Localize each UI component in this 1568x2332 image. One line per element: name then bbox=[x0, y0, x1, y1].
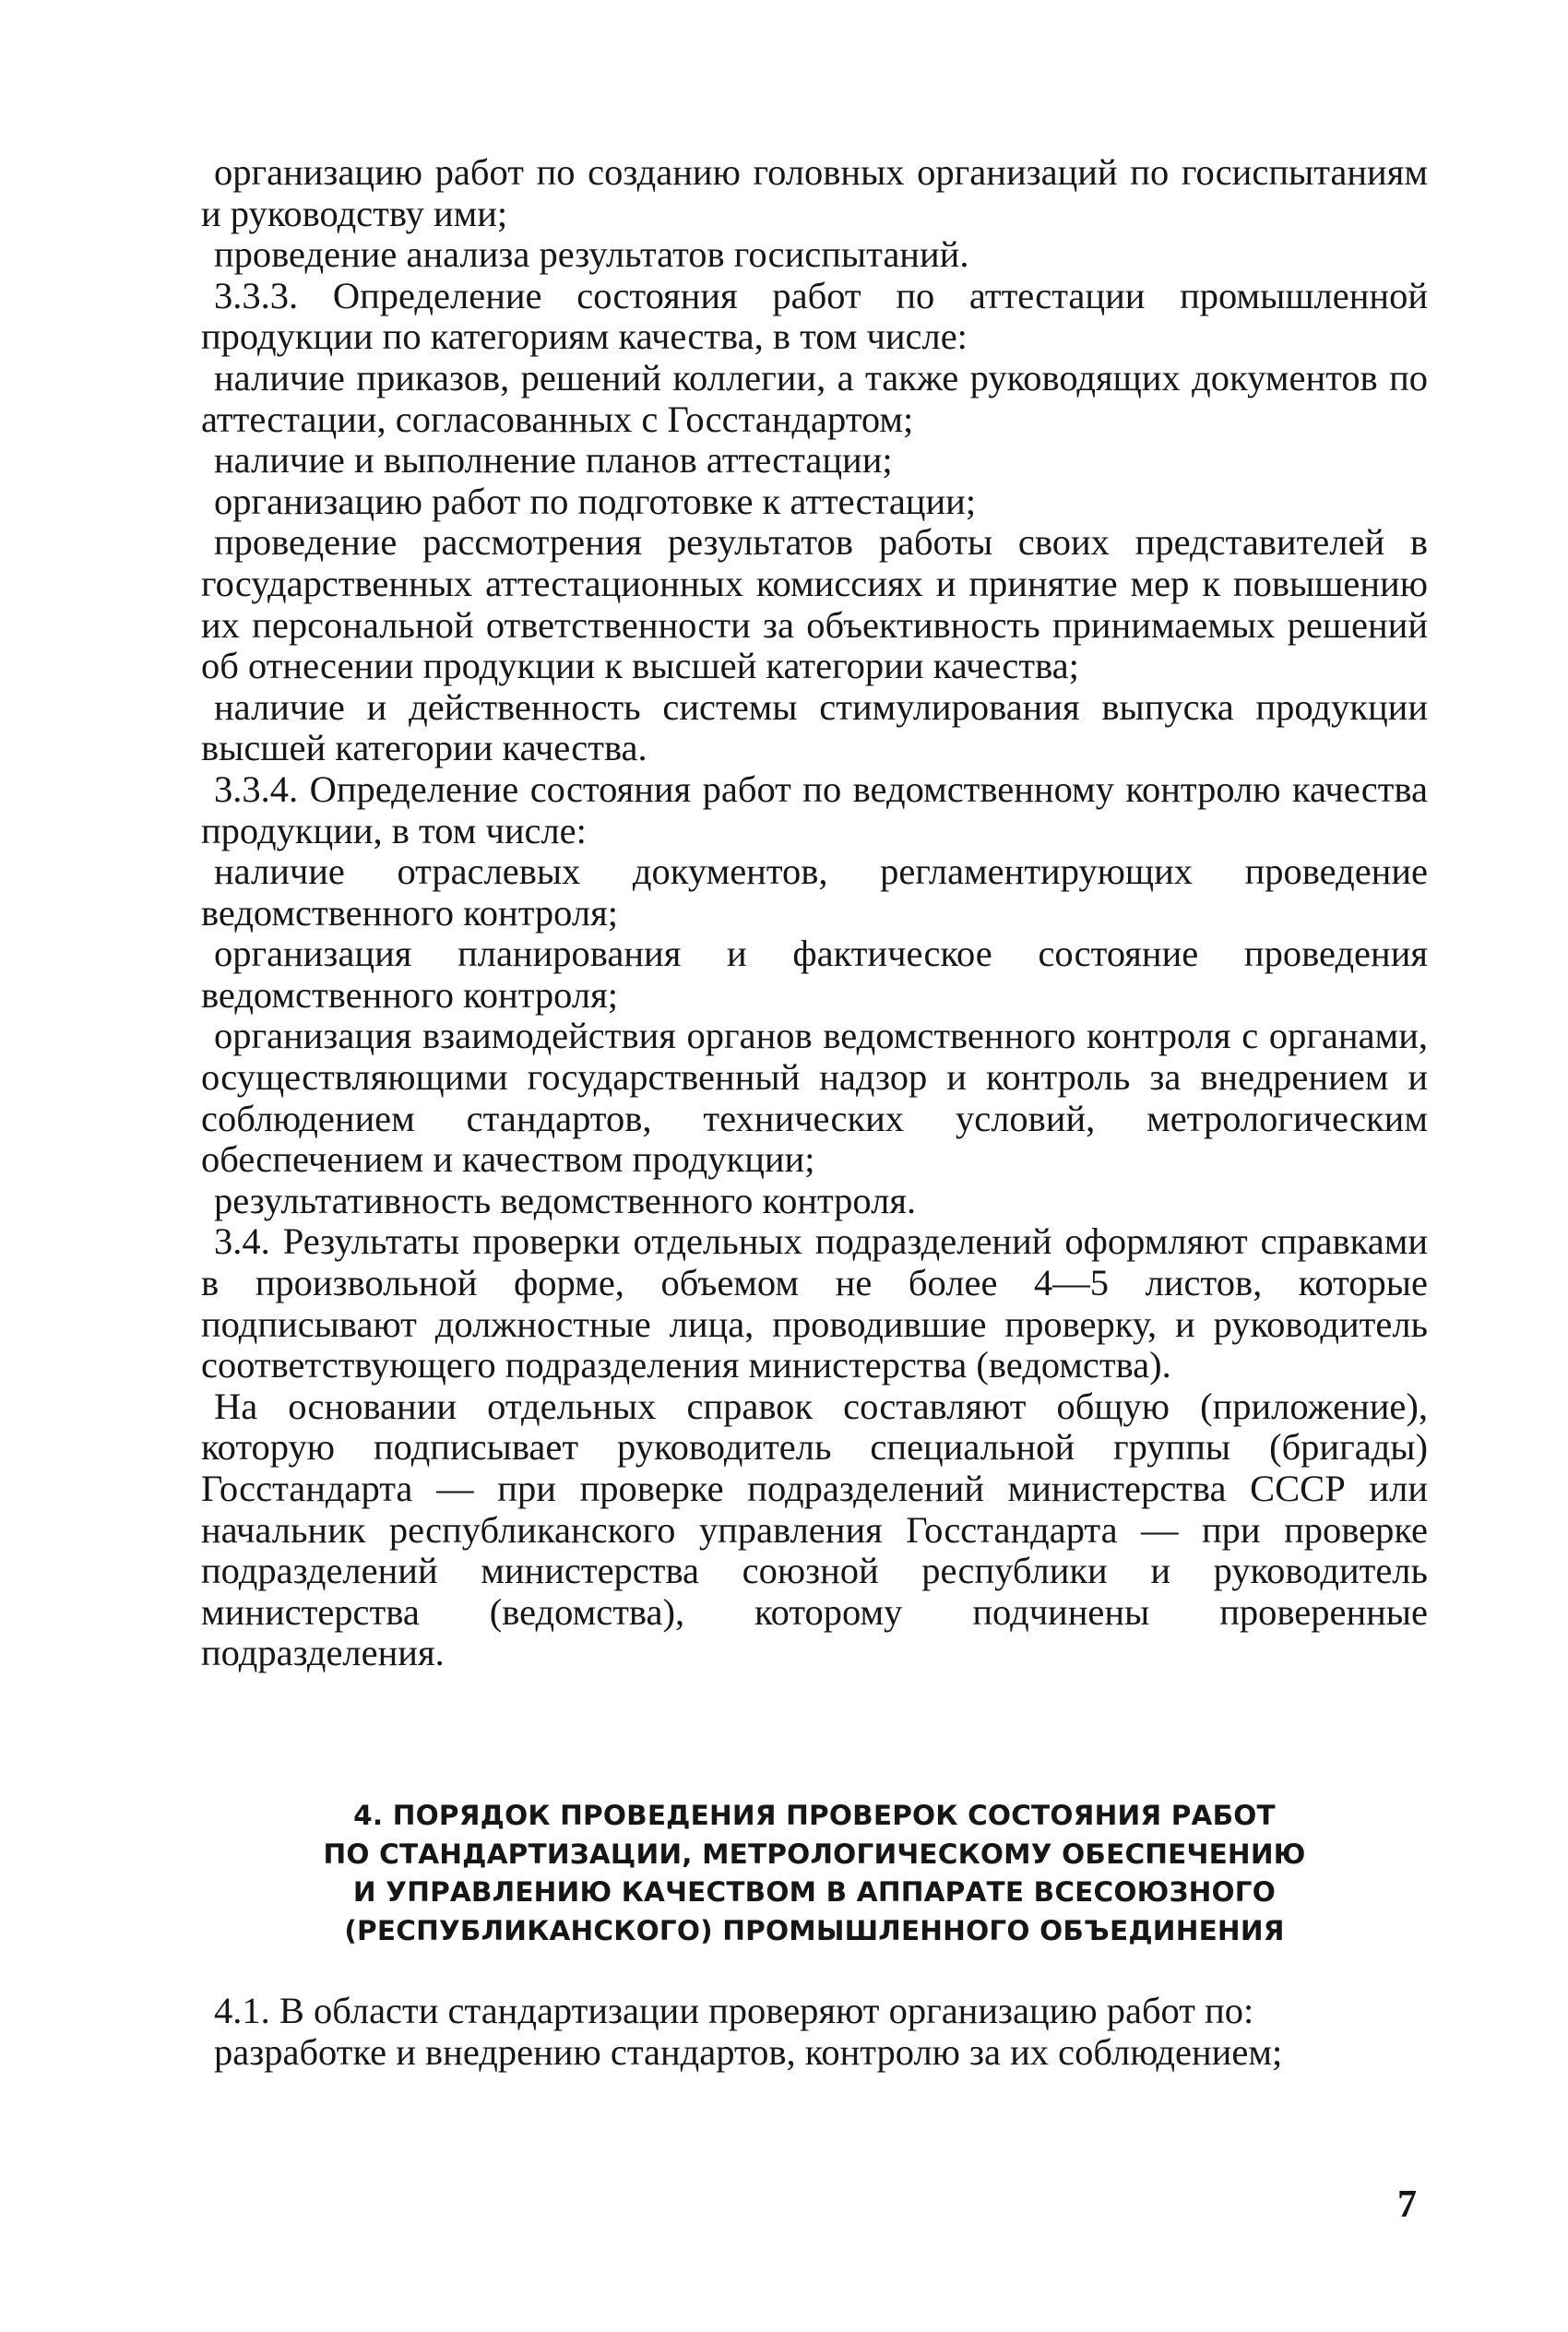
section-body-text bbox=[201, 1991, 1428, 2073]
paragraph: организацию работ по созданию головных организаций по госиспытаниям и руководству ими; bbox=[201, 151, 1428, 234]
paragraph: организация планирования и фактическое состояние проведения ведомственного контроля; bbox=[201, 933, 1428, 1016]
paragraph: результативность ведомственного контроля. bbox=[214, 1179, 917, 1221]
paragraph: наличие и действенность системы стимулирования выпуска продукции высшей категории качества. bbox=[201, 685, 1428, 769]
paragraph: организация взаимодействия органов ведомственного контроля с органами, осуществляющими государственный надзор и контроль за внедрением и соблюдением стандартов, технических условий, метрологическим обеспечением и качеством продукции; bbox=[201, 1015, 1428, 1181]
paragraph: разработке и внедрению стандартов, контролю за их соблюдением; bbox=[214, 2030, 1283, 2073]
paragraph: 3.3.4. Определение состояния работ по ведомственному контролю качества продукции, в том числе: bbox=[201, 767, 1428, 851]
paragraph: проведение рассмотрения результатов работы своих представителей в государственных аттестационных комиссиях и принятие мер к повышению их персональной ответственности за объективность принимаемых решений об отнесении продукции к высшей категории качества; bbox=[201, 521, 1428, 687]
section-heading-line: 4. ПОРЯДОК ПРОВЕДЕНИЯ ПРОВЕРОК СОСТОЯНИЯ РАБОТ bbox=[353, 1800, 1276, 1831]
paragraph: На основании отдельных справок составляют общую (приложение), которую подписывает руководитель специальной группы (бригады) Госстандарта — при проверке подразделений министерства СССР или начальник республиканского управления Госстандарта — при проверке подразделений министерства союзной республики и руководитель министерства (ведомства), которому подчинены проверенные подразделения. bbox=[201, 1385, 1428, 1674]
body-text bbox=[201, 152, 1428, 1674]
paragraph: организацию работ по подготовке к аттестации; bbox=[214, 480, 977, 522]
paragraph: наличие и выполнение планов аттестации; bbox=[214, 439, 893, 482]
paragraph: наличие приказов, решений коллегии, а также руководящих документов по аттестации, согласованных с Госстандартом; bbox=[201, 356, 1428, 440]
paragraph: 3.3.3. Определение состояния работ по аттестации промышленной продукции по категориям качества, в том числе: bbox=[201, 274, 1428, 358]
paragraph: проведение анализа результатов госиспытаний. bbox=[214, 233, 969, 276]
section-heading bbox=[201, 1797, 1428, 1950]
paragraph: наличие отраслевых документов, регламентирующих проведение ведомственного контроля; bbox=[201, 851, 1428, 934]
section-heading-line: (РЕСПУБЛИКАНСКОГО) ПРОМЫШЛЕННОГО ОБЪЕДИНЕНИЯ bbox=[344, 1914, 1285, 1946]
page-number: 7 bbox=[1397, 2183, 1417, 2226]
section-heading-line: ПО СТАНДАРТИЗАЦИИ, МЕТРОЛОГИЧЕСКОМУ ОБЕСПЕЧЕНИЮ bbox=[323, 1838, 1306, 1870]
paragraph: 4.1. В области стандартизации проверяют организацию работ по: bbox=[214, 1990, 1254, 2031]
section-heading-line: И УПРАВЛЕНИЮ КАЧЕСТВОМ В АППАРАТЕ ВСЕСОЮЗНОГО bbox=[352, 1876, 1277, 1908]
paragraph: 3.4. Результаты проверки отдельных подразделений оформляют справками в произвольной форме, объемом не более 4—5 листов, которые подписывают должностные лица, проводившие проверку, и руководитель соответствующего подразделения министерства (ведомства). bbox=[201, 1220, 1428, 1386]
